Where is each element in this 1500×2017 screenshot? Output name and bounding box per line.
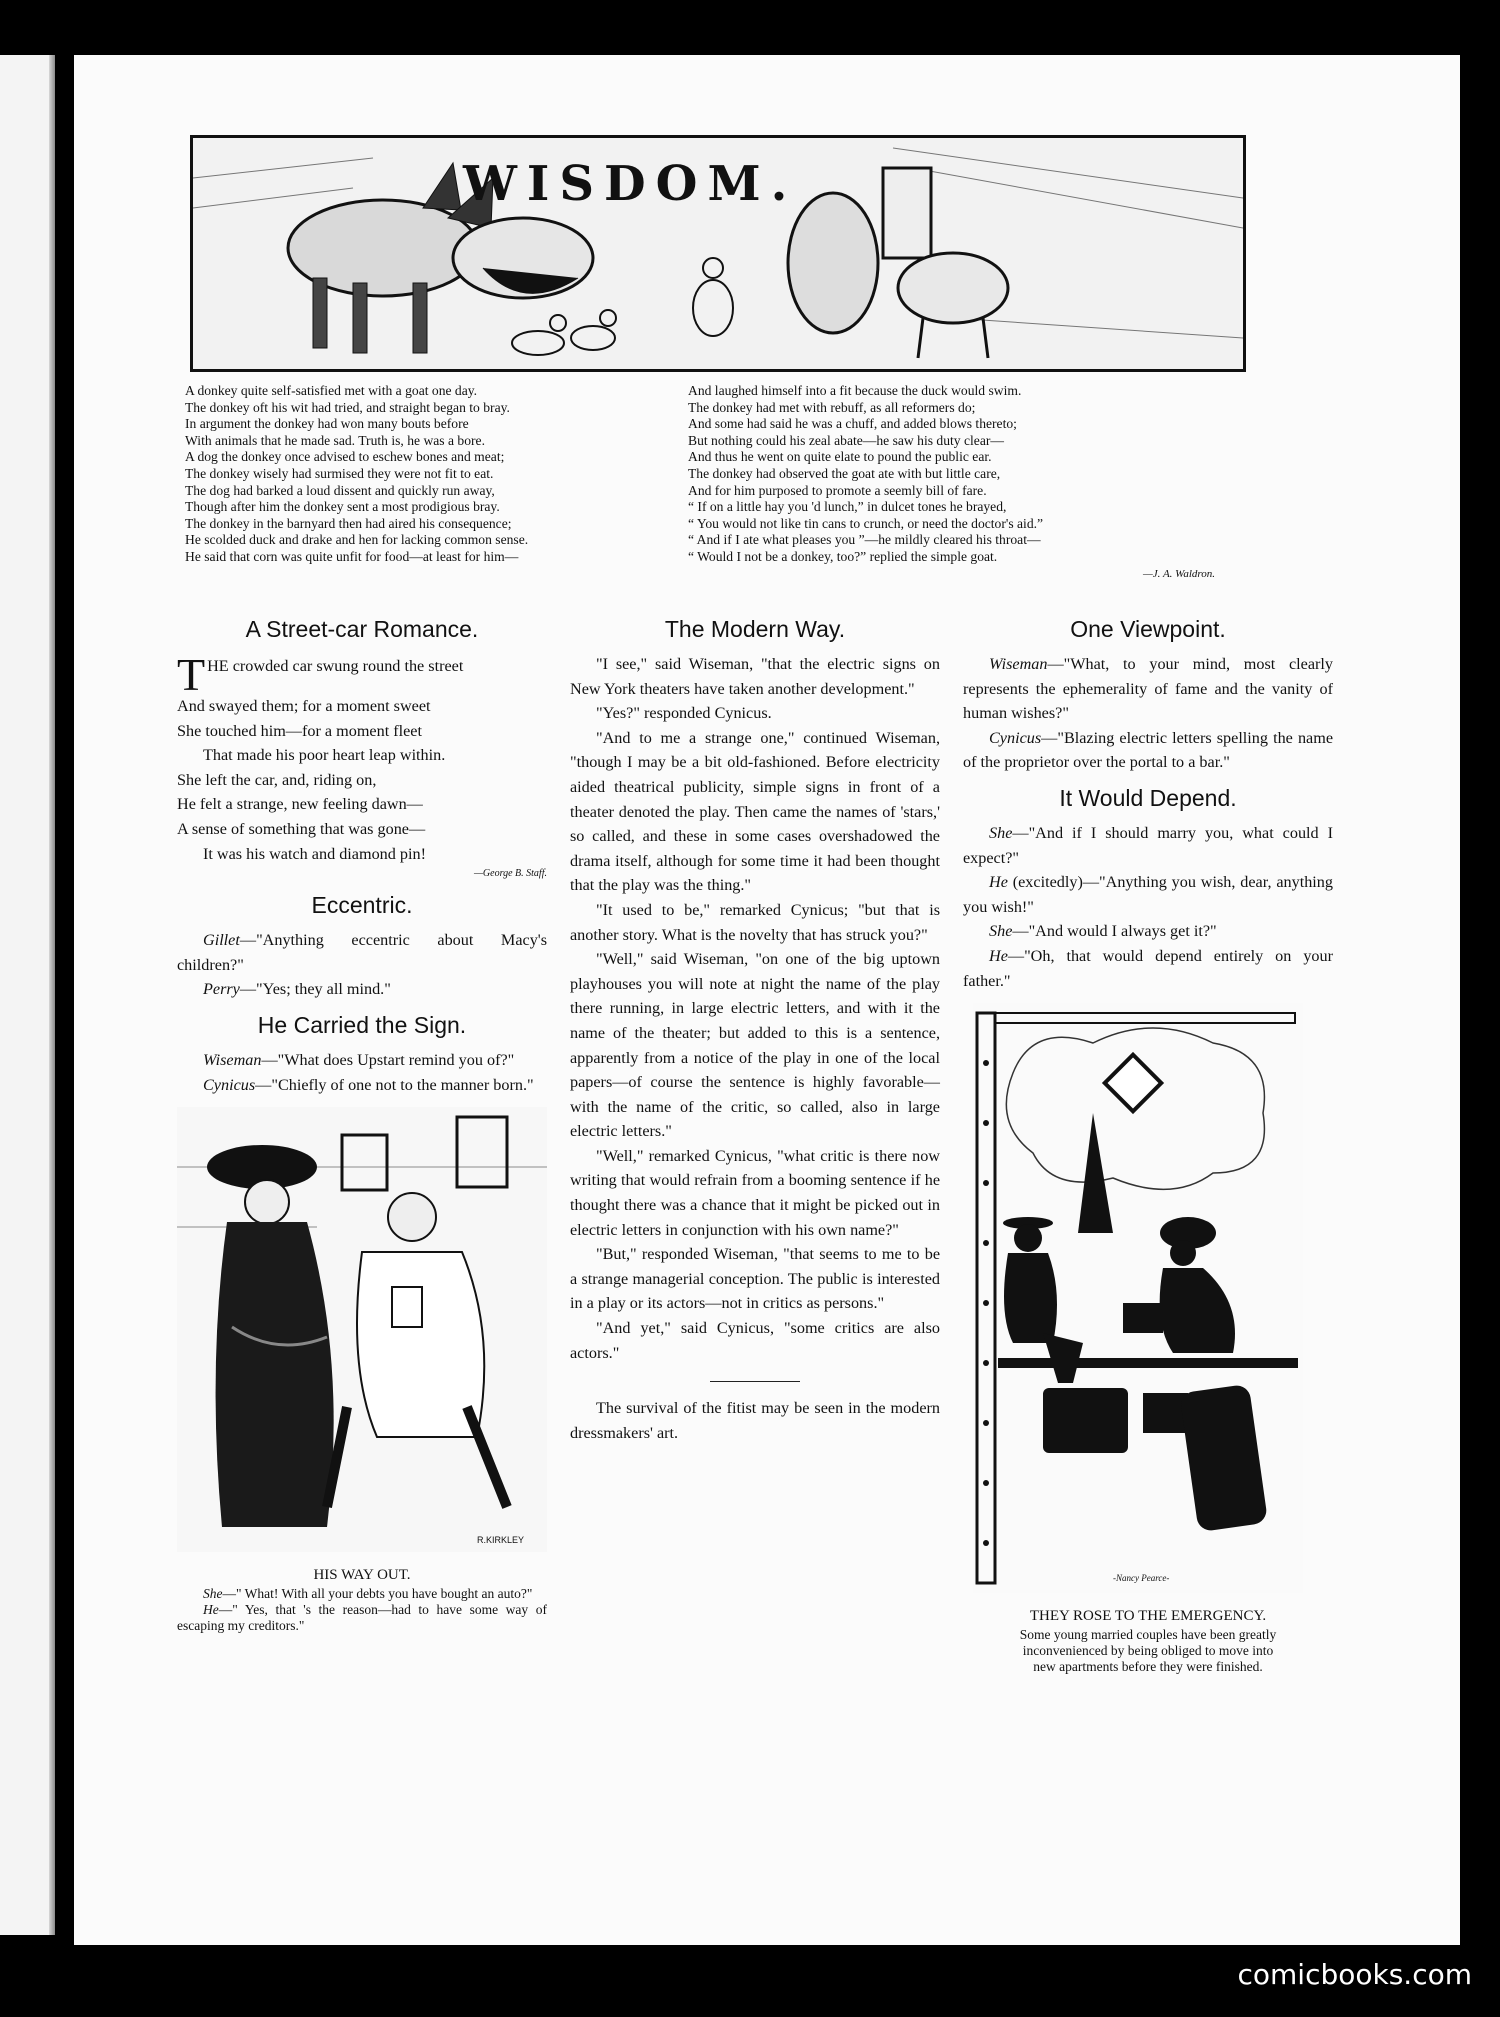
poem-line: And for him purposed to promote a seemly bill of fare. xyxy=(688,482,987,498)
poem-line: The donkey had observed the goat ate with but little care, xyxy=(688,465,1001,481)
heading-eccentric: Eccentric. xyxy=(311,892,413,919)
poem-line: He scolded duck and drake and hen for lacking common sense. xyxy=(185,532,529,548)
poem-left-column xyxy=(185,383,720,566)
poem-line: He said that corn was quite unfit for food—at least for him— xyxy=(185,548,519,564)
speaker-name: Perry xyxy=(203,980,240,999)
sign-line-1 xyxy=(177,1048,547,1073)
caption-line-2 xyxy=(177,1602,547,1634)
dialogue-paragraph: "I see," said Wiseman, "that the electric signs on New York theaters have taken another development." xyxy=(570,655,940,698)
poem-line: “ If on a little hay you 'd lunch,” in dulcet tones he brayed, xyxy=(688,499,1007,515)
depend-line-3 xyxy=(963,919,1333,944)
poem-line: “ Would I not be a donkey, too?” replied the simple goat. xyxy=(688,548,998,564)
dialogue-text: —"Chiefly of one not to the manner born." xyxy=(255,1075,534,1094)
dialogue-paragraph: "And to me a strange one," continued Wiseman, "though I may be a bit old-fashioned. Before electricity aided theatrical publicity, simple signs in front of a theater denoted the play. Then came the names of 'stars,' so called, and these in some cases overshadowed the drama itself, although for some time it had been thought that the play was the thing." xyxy=(570,728,940,895)
suitcase xyxy=(1043,1388,1128,1453)
verse-line: HE crowded car swung round the street xyxy=(207,657,464,675)
heading-he-carried-the-sign: He Carried the Sign. xyxy=(257,1011,467,1038)
dialogue-paragraph: "Well," said Wiseman, "on one of the big uptown playhouses you will note at night the name of the play there running, in large electric letters, and with it the name of the theater; but added to this is a sentence, apparently from a notice of the play in one of the local papers—of course the sentence is highly favorable—with the name of the critic, so called, also in large electric letters." xyxy=(570,950,940,1141)
beam xyxy=(998,1358,1298,1368)
dialogue-text: —"What, to your mind, most clearly represents the ephemerality of fame and the vanity of human wishes?" xyxy=(963,655,1333,723)
watermark: comicbooks.com xyxy=(1237,1958,1472,1991)
dialogue-text: —" What! With all your debts you have bought an auto?" xyxy=(222,1585,533,1601)
dialogue-text: —"What does Upstart remind you of?" xyxy=(261,1050,515,1069)
caption-line: new apartments before they were finished. xyxy=(1033,1658,1263,1674)
eccentric-line-2 xyxy=(177,977,547,1002)
stove xyxy=(1123,1303,1163,1333)
column-left xyxy=(177,606,547,1634)
dialogue-text: —"Oh, that would depend entirely on your father." xyxy=(963,946,1333,990)
banner-title: WISDOM. xyxy=(463,156,798,212)
caption-line: Some young married couples have been greatly xyxy=(1019,1626,1277,1642)
artist-signature: -Nancy Pearce- xyxy=(1113,1573,1170,1584)
speaker-name: He xyxy=(989,873,1008,892)
fitist-joke: The survival of the fitist may be seen in the modern dressmakers' art. xyxy=(570,1399,940,1442)
poem-line: The donkey oft his wit had tried, and straight began to bray. xyxy=(185,399,510,415)
dialogue-paragraph: "And yet," said Cynicus, "some critics are also actors." xyxy=(570,1319,940,1362)
poem-line: The donkey in the barnyard then had aired his consequence; xyxy=(185,515,512,531)
verse-line: She left the car, and, riding on, xyxy=(177,770,377,789)
column-right xyxy=(963,606,1333,1675)
verse-line: A sense of something that was gone— xyxy=(177,819,426,838)
speaker-name: He xyxy=(203,1601,219,1617)
caption-line: inconvenienced by being obliged to move into xyxy=(1022,1642,1274,1658)
heading-it-would-depend: It Would Depend. xyxy=(1059,784,1237,811)
speaker-name: She xyxy=(203,1585,223,1601)
emergency-illustration xyxy=(963,1003,1333,1601)
speaker-name: Gillet xyxy=(203,931,240,950)
dialogue-text: —"Blazing electric letters spelling the name of the proprietor over the portal to a bar." xyxy=(963,728,1333,772)
heading-one-viewpoint: One Viewpoint. xyxy=(1070,616,1226,642)
drop-cap: T xyxy=(177,652,206,694)
column-middle xyxy=(570,606,940,1445)
poem-line: The dog had barked a loud dissent and quickly run away, xyxy=(185,482,495,498)
dialogue-text: —"And would I always get it?" xyxy=(1012,922,1217,941)
speaker-name: Cynicus xyxy=(203,1075,256,1094)
poem-byline: —J. A. Waldron. xyxy=(1142,567,1215,580)
his-way-out-caption: HIS WAY OUT. xyxy=(313,1566,411,1583)
speaker-name: He xyxy=(989,946,1008,965)
dialogue-text: —"Yes; they all mind." xyxy=(239,980,391,999)
depend-line-4 xyxy=(963,944,1333,993)
romance-signature: —George B. Staff. xyxy=(474,868,547,880)
handbag xyxy=(1143,1393,1188,1433)
his-way-out-illustration xyxy=(177,1107,547,1560)
verse-line: He felt a strange, new feeling dawn— xyxy=(177,795,423,814)
left-page-edge xyxy=(0,55,55,1935)
speaker-name: Wiseman xyxy=(989,655,1048,673)
poem-line: A dog the donkey once advised to eschew bones and meat; xyxy=(185,449,505,465)
speaker-name: She xyxy=(989,823,1013,842)
artist-signature: R.KIRKLEY xyxy=(477,1535,525,1546)
page-gutter xyxy=(49,55,55,1935)
speaker-name: Cynicus xyxy=(989,728,1042,747)
poem-line: A donkey quite self-satisfied met with a goat one day. xyxy=(185,383,478,398)
verse-line: It was his watch and diamond pin! xyxy=(203,844,426,863)
poem-line: The donkey had met with rebuff, as all reformers do; xyxy=(688,399,976,415)
romance-verse xyxy=(177,652,547,882)
caption-line-1 xyxy=(177,1586,547,1602)
speaker-name: Wiseman xyxy=(203,1050,262,1069)
dialogue-text: —" Yes, that 's the reason—had to have some way of escaping my creditors." xyxy=(177,1601,547,1633)
banner-illustration xyxy=(193,138,1243,369)
poem-line: And thus he went on quite elate to pound the public ear. xyxy=(688,449,992,465)
poem-line: But nothing could his zeal abate—he saw his duty clear— xyxy=(688,432,1004,448)
poem-line: Though after him the donkey sent a most prodigious bray. xyxy=(185,499,500,515)
depend-line-1 xyxy=(963,821,1333,870)
divider-rule xyxy=(710,1381,800,1382)
wisdom-banner xyxy=(190,135,1246,372)
dialogue-text: (excitedly)—"Anything you wish, dear, anything you wish!" xyxy=(963,873,1333,916)
depend-line-2 xyxy=(963,870,1333,919)
poem-line: With animals that he made sad. Truth is, he was a bore. xyxy=(185,432,485,448)
poem-line: “ You would not like tin cans to crunch, or need the doctor's aid.” xyxy=(688,515,1044,531)
emergency-caption-text xyxy=(963,1627,1333,1675)
dialogue-paragraph: "It used to be," remarked Cynicus; "but that is another story. What is the novelty that has struck you?" xyxy=(570,900,940,944)
dialogue-paragraph: "Yes?" responded Cynicus. xyxy=(596,704,772,723)
poem-line: And laughed himself into a fit because the duck would swim. xyxy=(688,383,1022,398)
his-way-out-dialogue xyxy=(177,1586,547,1634)
verse-line: That made his poor heart leap within. xyxy=(203,746,446,765)
speaker-name: She xyxy=(989,922,1013,941)
poem-line: And some had said he was a chuff, and added blows thereto; xyxy=(688,416,1017,432)
poem-right-column xyxy=(688,383,1223,582)
viewpoint-line-2 xyxy=(963,726,1333,775)
viewpoint-line-1 xyxy=(963,652,1333,726)
heading-street-car-romance: A Street-car Romance. xyxy=(245,616,479,642)
poem-line: “ And if I ate what pleases you ”—he mildly cleared his throat— xyxy=(688,532,1041,548)
verse-line: She touched him—for a moment fleet xyxy=(177,721,422,740)
dialogue-text: —"Anything eccentric about Macy's children?" xyxy=(177,931,547,974)
poem-line: In argument the donkey had won many bouts before xyxy=(185,416,469,432)
sign-line-2 xyxy=(177,1073,547,1098)
emergency-caption: THEY ROSE TO THE EMERGENCY. xyxy=(1029,1607,1267,1624)
dialogue-paragraph: "But," responded Wiseman, "that seems to me to be a strange managerial conception. The public is interested in a play or its actors—not in critics as persons." xyxy=(570,1245,940,1313)
dialogue-text: —"And if I should marry you, what could I expect?" xyxy=(963,823,1333,867)
dialogue-paragraph: "Well," remarked Cynicus, "what critic is there now writing that would refrain from a booming sentence if he thought there was a chance that it might be picked out in electric letters in conjunction with his own name?" xyxy=(570,1146,940,1239)
heading-modern-way: The Modern Way. xyxy=(664,616,846,642)
eccentric-line-1 xyxy=(177,928,547,977)
poem-line: The donkey wisely had surmised they were not fit to eat. xyxy=(185,465,494,481)
verse-line: And swayed them; for a moment sweet xyxy=(177,697,431,715)
